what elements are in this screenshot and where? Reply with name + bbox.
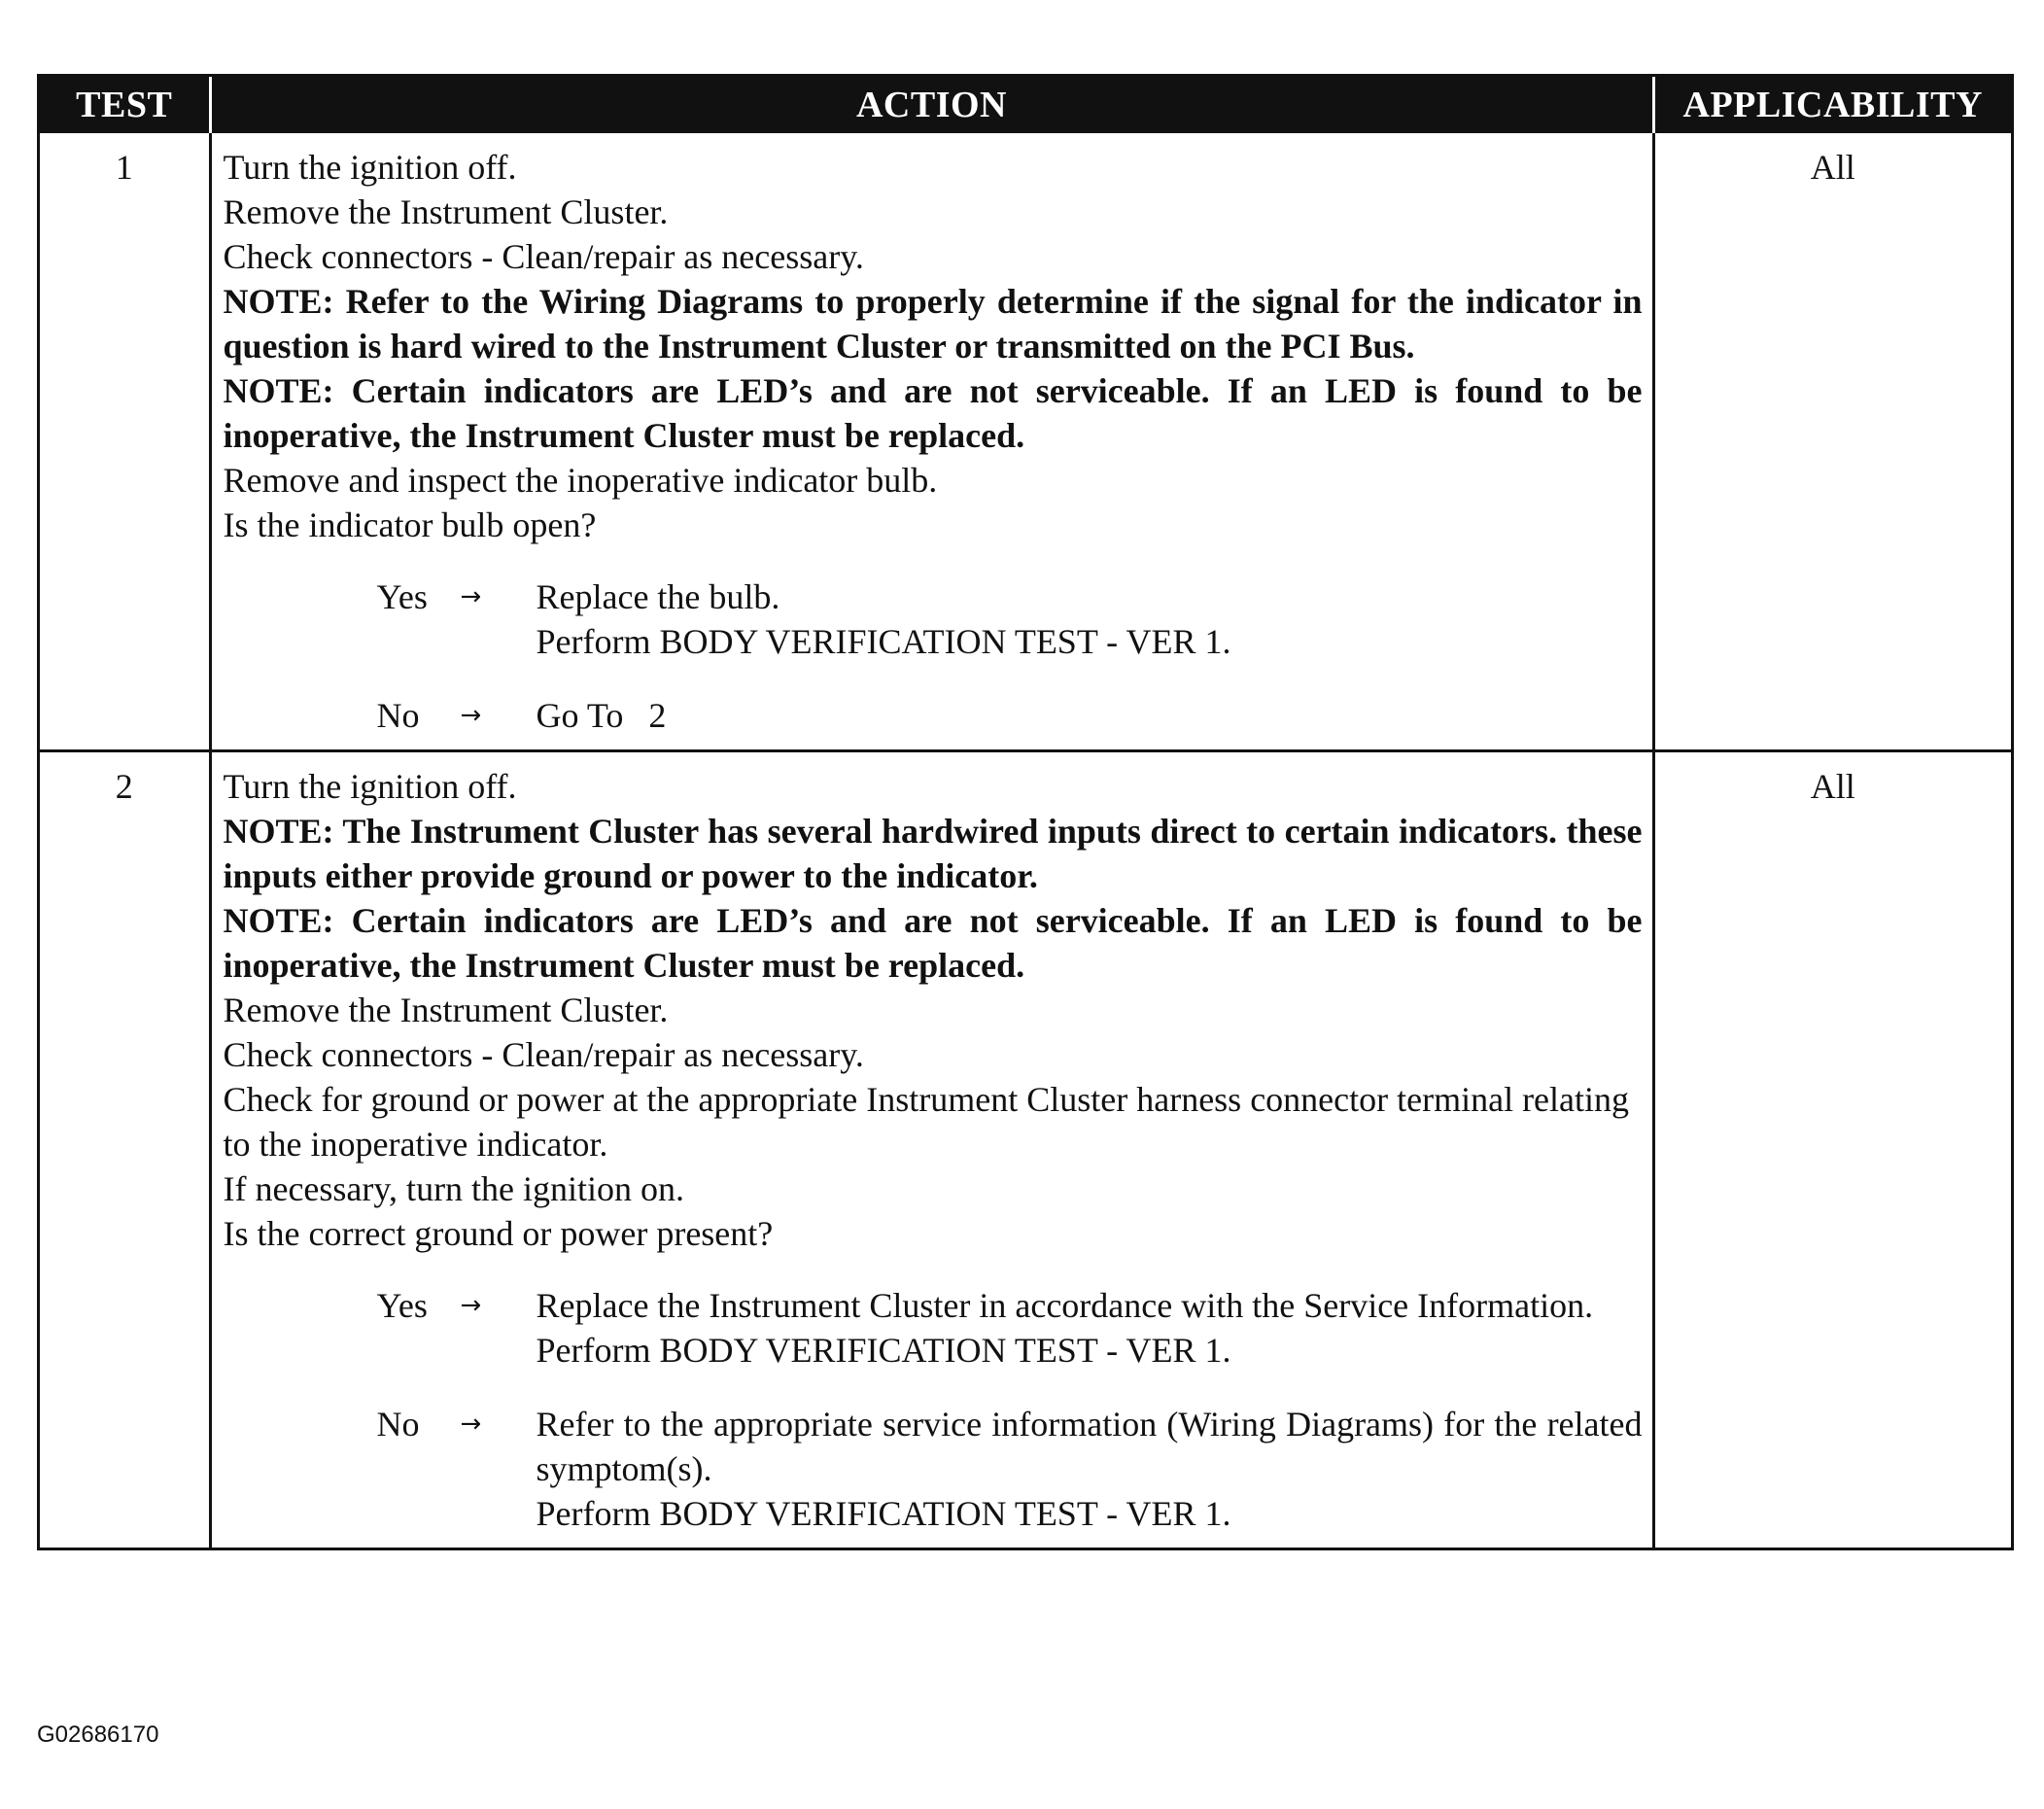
yes-label: Yes	[376, 1286, 428, 1325]
arrow-icon: →	[460, 701, 482, 730]
no-label: No	[376, 696, 420, 735]
note-text: NOTE: Certain indicators are LED’s and are not serviceable. If an LED is found to be inoperative, the Instrument Cluster must be replaced.	[223, 901, 1643, 985]
action-step: Remove the Instrument Cluster.	[223, 991, 669, 1029]
header-test: TEST	[40, 77, 210, 133]
arrow-icon: →	[460, 1291, 482, 1320]
action-step: Check connectors - Clean/repair as necessary.	[223, 237, 864, 276]
action-question: Is the indicator bulb open?	[223, 505, 597, 544]
action-cell	[210, 751, 1653, 1548]
no-result	[377, 693, 1643, 738]
arrow-icon: →	[460, 582, 482, 611]
result-step: Replace the bulb.	[536, 577, 780, 616]
arrow-icon: →	[460, 1409, 482, 1439]
result-block	[224, 574, 1643, 738]
no-instructions	[537, 693, 1643, 738]
yes-instructions	[537, 1283, 1643, 1373]
header-applicability: APPLICABILITY	[1653, 77, 2011, 133]
result-step: Replace the Instrument Cluster in accordance with the Service Information.	[536, 1286, 1594, 1325]
test-row-1	[40, 133, 2011, 751]
result-step: Perform BODY VERIFICATION TEST - VER 1.	[536, 1494, 1231, 1533]
action-step: If necessary, turn the ignition on.	[223, 1169, 685, 1208]
result-step: Refer to the appropriate service information (Wiring Diagrams) for the related symptom(s).	[536, 1405, 1643, 1488]
goto-link[interactable]: 2	[648, 696, 667, 735]
action-step: Check for ground or power at the appropriate Instrument Cluster harness connector terminal relating to the inoperative indicator.	[223, 1080, 1630, 1164]
no-result	[377, 1402, 1643, 1536]
test-number: 1	[115, 148, 133, 187]
result-step: Perform BODY VERIFICATION TEST - VER 1.	[536, 1331, 1231, 1370]
yes-result	[377, 1283, 1643, 1373]
note-text: NOTE: The Instrument Cluster has several hardwired inputs direct to certain indicators. these inputs either provide ground or power to the indicator.	[223, 812, 1643, 895]
result-block	[224, 1283, 1643, 1536]
test-row-2	[40, 751, 2011, 1548]
action-question: Is the correct ground or power present?	[223, 1214, 774, 1253]
note-text: NOTE: Certain indicators are LED’s and are not serviceable. If an LED is found to be inoperative, the Instrument Cluster must be replaced.	[223, 371, 1643, 455]
diagnostic-table	[40, 77, 2011, 1548]
action-step: Remove and inspect the inoperative indicator bulb.	[223, 461, 938, 500]
test-number: 2	[40, 751, 210, 1548]
no-label: No	[376, 1405, 420, 1444]
yes-label: Yes	[376, 577, 428, 616]
result-step: Perform BODY VERIFICATION TEST - VER 1.	[536, 622, 1231, 661]
goto-text: Go To	[536, 696, 624, 735]
applicability-value: All	[1810, 148, 1855, 187]
action-step: Turn the ignition off.	[223, 148, 517, 187]
action-step: Check connectors - Clean/repair as necessary.	[223, 1035, 864, 1074]
table-header-row	[40, 77, 2011, 133]
action-step: Remove the Instrument Cluster.	[223, 192, 669, 231]
note-text: NOTE: Refer to the Wiring Diagrams to properly determine if the signal for the indicator in question is hard wired to the Instrument Cluster or transmitted on the PCI Bus.	[223, 282, 1643, 365]
yes-result	[377, 574, 1643, 664]
action-step: Turn the ignition off.	[223, 767, 517, 806]
figure-code: G02686170	[37, 1722, 159, 1748]
action-cell	[210, 133, 1653, 751]
no-instructions	[537, 1402, 1643, 1536]
applicability-value: All	[1653, 751, 2011, 1548]
diagnostic-table-frame	[37, 74, 2014, 1550]
yes-instructions	[537, 574, 1643, 664]
header-action: ACTION	[210, 77, 1653, 133]
